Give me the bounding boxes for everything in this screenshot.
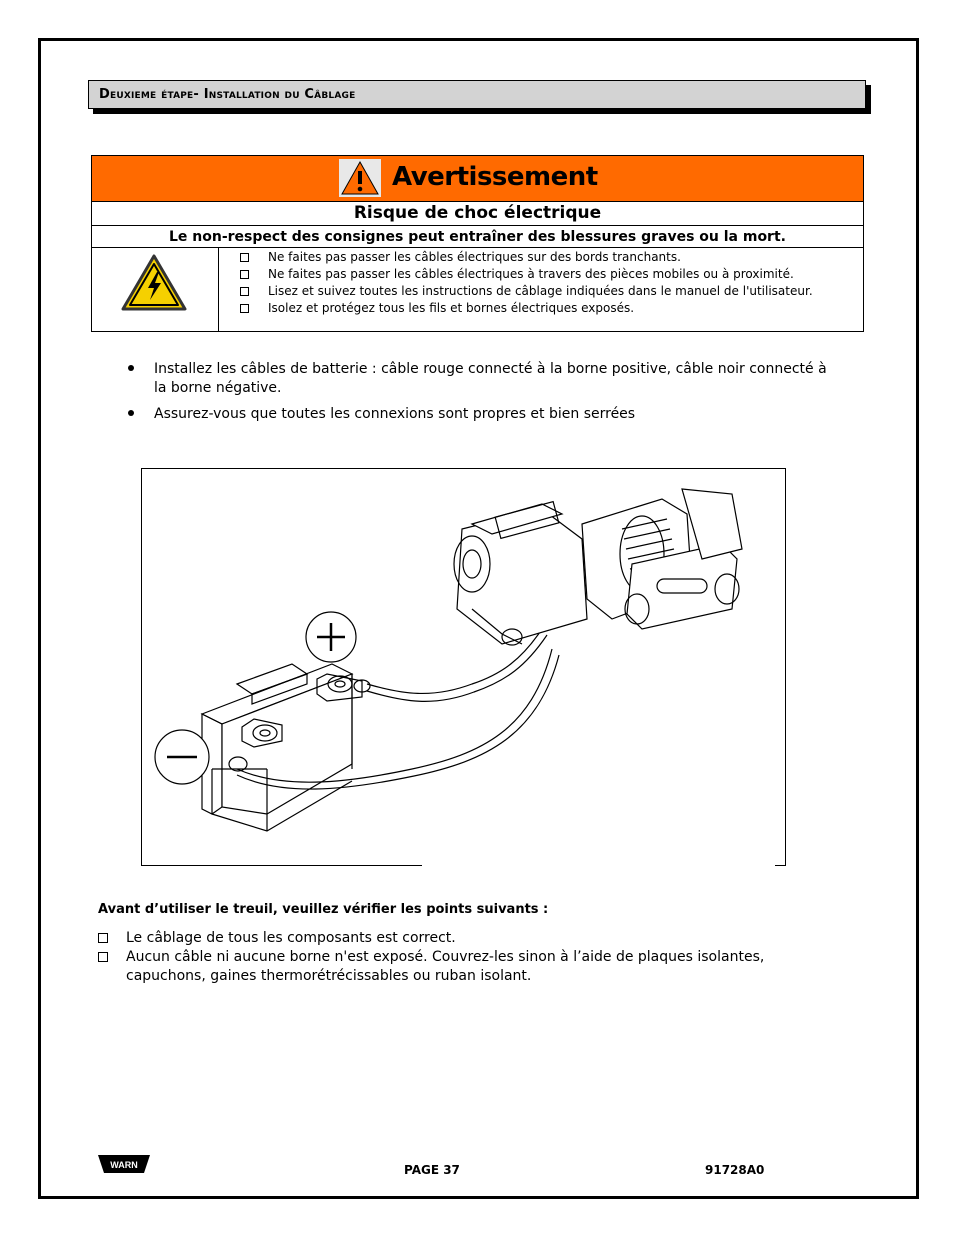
warning-header bbox=[92, 156, 863, 202]
bullet-icon bbox=[128, 365, 134, 371]
check-item: Le câblage de tous les composants est correct. bbox=[98, 929, 838, 948]
instruction-item: Assurez-vous que toutes les connexions sont propres et bien serrées bbox=[128, 405, 838, 424]
alert-triangle-icon bbox=[339, 159, 381, 197]
checks-title: Avant d’utiliser le treuil, veuillez vérifier les points suivants : bbox=[98, 902, 549, 917]
consequence-row bbox=[92, 226, 863, 248]
page-number: PAGE 37 bbox=[404, 1163, 460, 1177]
warning-item: Lisez et suivez toutes les instructions de câblage indiquées dans le manuel de l'utilisateur. bbox=[240, 283, 813, 300]
instruction-item: Installez les câbles de batterie : câble rouge connecté à la borne positive, câble noir connecté à la borne négative. bbox=[128, 360, 838, 398]
checkbox-square-icon bbox=[240, 287, 249, 296]
warning-box bbox=[91, 155, 864, 332]
warning-item: Ne faites pas passer les câbles électriques sur des bords tranchants. bbox=[240, 249, 813, 266]
check-item: Aucun câble ni aucune borne n'est exposé. Couvrez-les sinon à l’aide de plaques isolantes, capuchons, gaines thermorétrécissables ou ruban isolant. bbox=[98, 948, 838, 986]
figure-border-gap bbox=[422, 863, 775, 867]
warning-list bbox=[240, 249, 813, 317]
bullet-icon bbox=[128, 410, 134, 416]
checks-list bbox=[98, 929, 838, 986]
instruction-list bbox=[128, 360, 838, 431]
hazard-row bbox=[92, 202, 863, 226]
checkbox-square-icon bbox=[98, 933, 108, 943]
consequence-text: Le non-respect des consignes peut entraîner des blessures graves ou la mort. bbox=[169, 229, 786, 245]
svg-text:WARN: WARN bbox=[110, 1160, 138, 1170]
high-voltage-icon bbox=[119, 252, 189, 314]
hazard-text: Risque de choc électrique bbox=[353, 203, 602, 223]
wiring-figure bbox=[141, 468, 786, 866]
warning-title: Avertissement bbox=[392, 162, 598, 192]
warn-logo bbox=[98, 1153, 150, 1179]
section-header-text: Deuxieme étape- Installation du Câblage bbox=[99, 87, 356, 102]
document-number: 91728A0 bbox=[705, 1163, 765, 1177]
section-header bbox=[88, 80, 866, 109]
warning-item: Ne faites pas passer les câbles électriques à travers des pièces mobiles ou à proximité. bbox=[240, 266, 813, 283]
checkbox-square-icon bbox=[240, 253, 249, 262]
checkbox-square-icon bbox=[98, 952, 108, 962]
hazard-icon-cell bbox=[92, 248, 219, 331]
warning-item: Isolez et protégez tous les fils et bornes électriques exposés. bbox=[240, 300, 813, 317]
winch-battery-illustration bbox=[142, 469, 785, 865]
checkbox-square-icon bbox=[240, 304, 249, 313]
checkbox-square-icon bbox=[240, 270, 249, 279]
